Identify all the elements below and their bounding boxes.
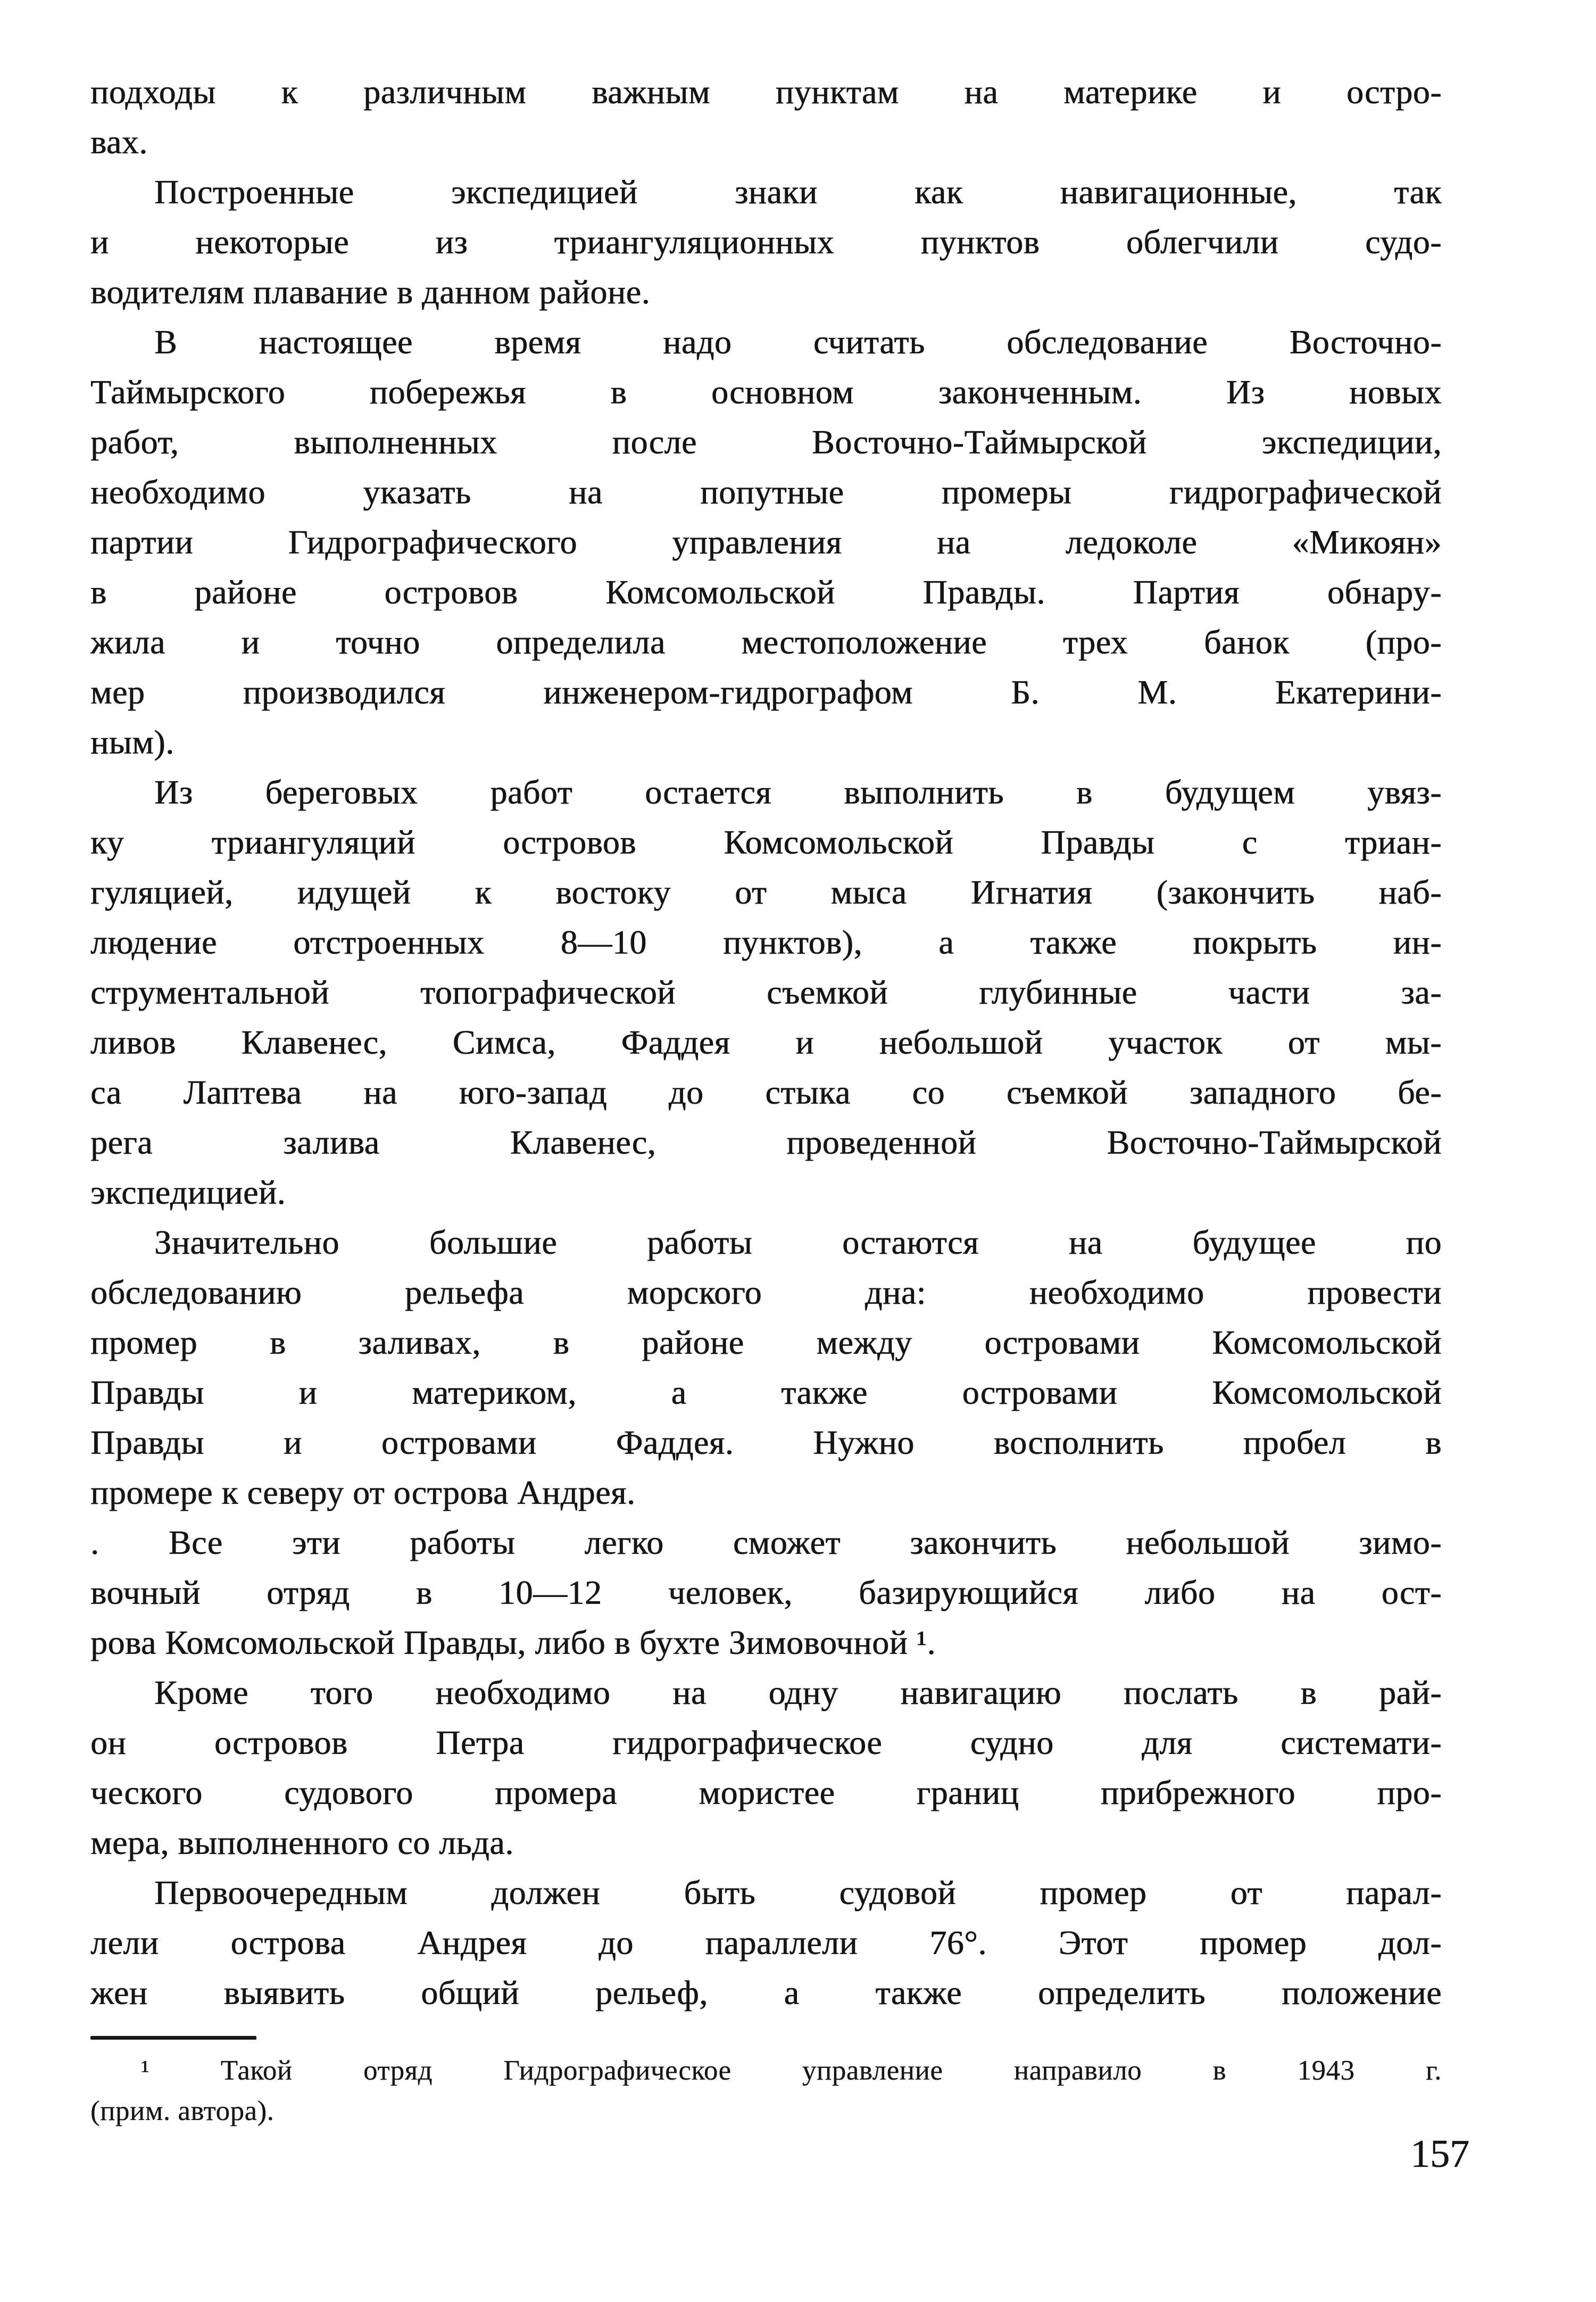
- paragraphs-container: [90, 67, 1442, 2018]
- text-line: рова Комсомольской Правды, либо в бухте Зимовочной ¹.: [90, 1624, 936, 1661]
- text-line: Кроме того необходимо на одну навигацию послать в рай-: [154, 1674, 1442, 1711]
- text-line: Значительно большие работы остаются на будущее по: [154, 1223, 1442, 1261]
- text-line: Построенные экспедицией знаки как навигационные, так: [154, 173, 1442, 211]
- text-line: рега залива Клавенес, проведенной Восточно-Таймырской: [90, 1123, 1442, 1161]
- text-line: в районе островов Комсомольской Правды. Партия обнару-: [90, 573, 1442, 611]
- paragraph: [90, 67, 1442, 167]
- text-line: вочный отряд в 10—12 человек, базирующийся либо на ост-: [90, 1574, 1442, 1611]
- text-line: лели острова Андрея до параллели 76°. Этот промер дол-: [90, 1924, 1442, 1961]
- paragraph: [90, 317, 1442, 767]
- text-line: промере к северу от острова Андрея.: [90, 1473, 636, 1511]
- text-line: экспедицией.: [90, 1173, 286, 1211]
- text-line: Первоочередным должен быть судовой промер от парал-: [154, 1874, 1442, 1911]
- text-line: обследованию рельефа морского дна: необходимо провести: [90, 1273, 1442, 1311]
- text-line: необходимо указать на попутные промеры гидрографической: [90, 473, 1442, 511]
- text-line: Правды и островами Фаддея. Нужно восполнить пробел в: [90, 1423, 1442, 1461]
- text-line: промер в заливах, в районе между островами Комсомольской: [90, 1323, 1442, 1361]
- text-line: жила и точно определила местоположение трех банок (про-: [90, 623, 1442, 661]
- text-line: Таймырского побережья в основном законченным. Из новых: [90, 373, 1442, 411]
- paragraph: [90, 1668, 1442, 1868]
- text-line: и некоторые из триангуляционных пунктов облегчили судо-: [90, 223, 1442, 261]
- text-line: он островов Петра гидрографическое судно для системати-: [90, 1724, 1442, 1761]
- paragraph: [90, 1868, 1442, 2018]
- text-line: ку триангуляций островов Комсомольской Правды с триан-: [90, 823, 1442, 861]
- text-line: са Лаптева на юго-запад до стыка со съемкой западного бе-: [90, 1073, 1442, 1111]
- text-line: Правды и материком, а также островами Комсомольской: [90, 1373, 1442, 1411]
- text-line: гуляцией, идущей к востоку от мыса Игнатия (закончить наб-: [90, 873, 1442, 911]
- paragraph: [90, 767, 1442, 1218]
- text-line: людение отстроенных 8—10 пунктов), а также покрыть ин-: [90, 923, 1442, 961]
- text-line: мера, выполненного со льда.: [90, 1824, 514, 1861]
- text-line: ческого судового промера мористее границ прибрежного про-: [90, 1774, 1442, 1811]
- text-line: работ, выполненных после Восточно-Таймырской экспедиции,: [90, 423, 1442, 461]
- text-line: . Все эти работы легко сможет закончить небольшой зимо-: [90, 1523, 1442, 1561]
- footnote: [90, 2050, 1442, 2131]
- paragraph: [90, 1218, 1442, 1518]
- text-line: струментальной топографической съемкой глубинные части за-: [90, 973, 1442, 1011]
- text-line: жен выявить общий рельеф, а также определить положение: [90, 1974, 1442, 2011]
- text-line: партии Гидрографического управления на ледоколе «Микоян»: [90, 523, 1442, 561]
- text-line: водителям плавание в данном районе.: [90, 273, 651, 311]
- text-line: В настоящее время надо считать обследование Восточно-: [154, 323, 1442, 361]
- footnote-rule: [90, 2036, 256, 2040]
- footnote-line: ¹ Такой отряд Гидрографическое управление направило в 1943 г.: [141, 2055, 1442, 2086]
- text-block: [90, 67, 1442, 2131]
- text-line: ным).: [90, 723, 174, 761]
- text-line: мер производился инженером-гидрографом Б. М. Екатерини-: [90, 673, 1442, 711]
- text-line: вах.: [90, 123, 148, 161]
- text-line: подходы к различным важным пунктам на материке и остро-: [90, 73, 1442, 111]
- paragraph: [90, 167, 1442, 317]
- text-line: Из береговых работ остается выполнить в будущем увяз-: [154, 773, 1442, 811]
- text-line: ливов Клавенес, Симса, Фаддея и небольшой участок от мы-: [90, 1023, 1442, 1061]
- page-number: 157: [1410, 2132, 1469, 2176]
- paragraph: [90, 1518, 1442, 1668]
- footnote-line: (прим. автора).: [90, 2096, 275, 2126]
